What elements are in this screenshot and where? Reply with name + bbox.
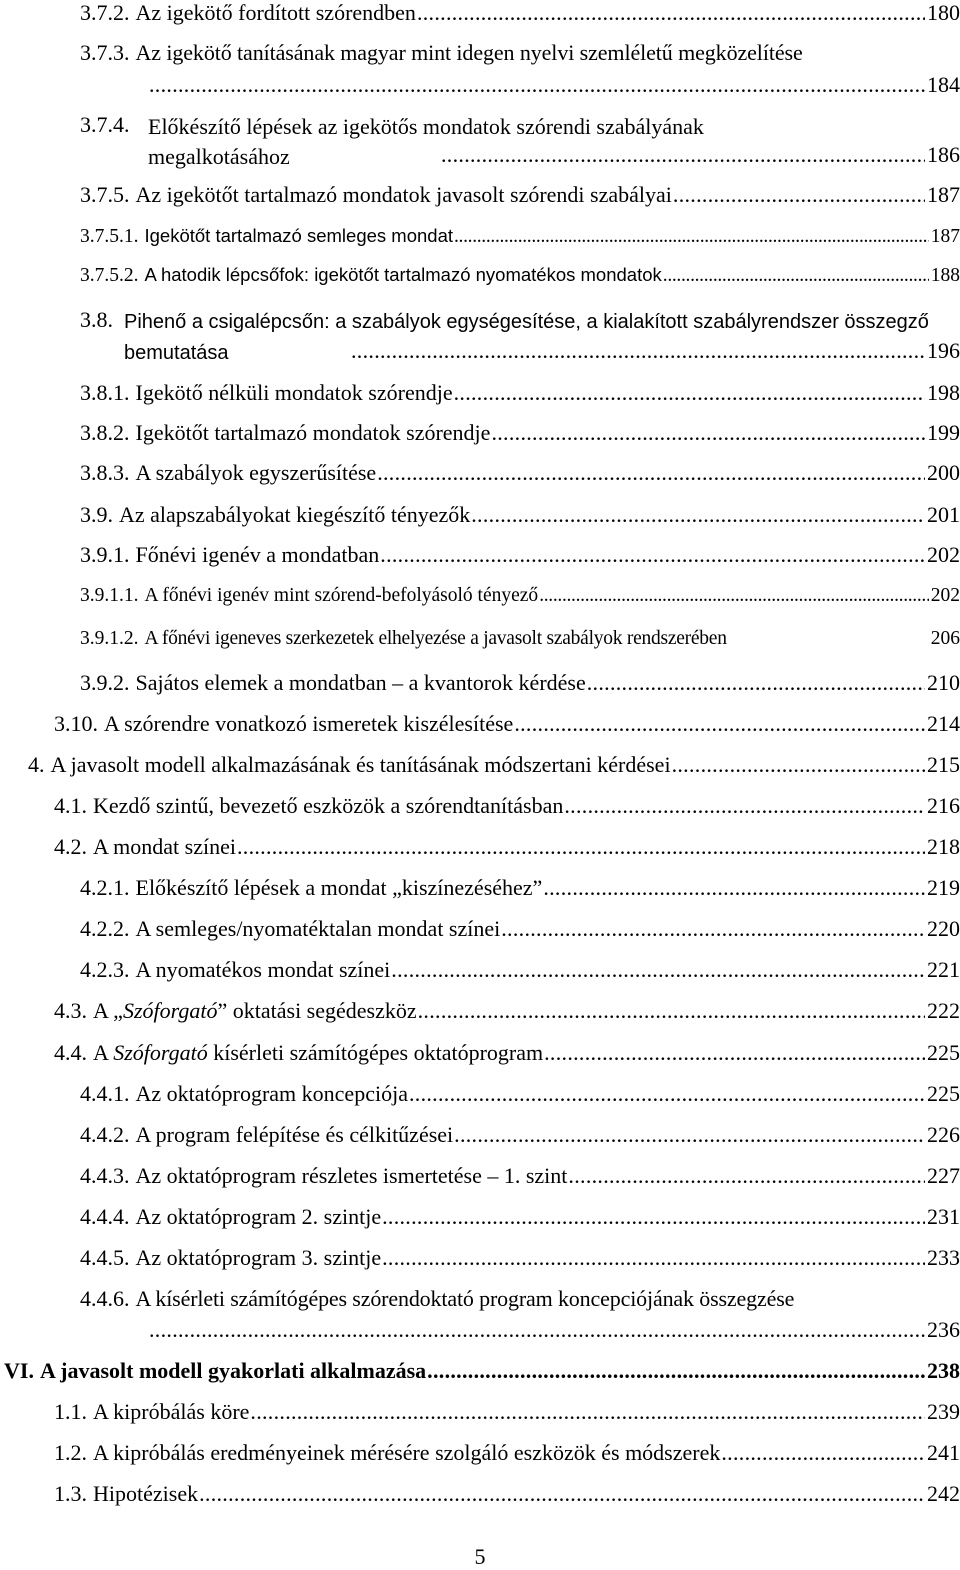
toc-title: A mondat színei	[93, 834, 236, 859]
toc-page-number: 239	[927, 1399, 960, 1424]
toc-title-part: A „	[93, 998, 123, 1023]
toc-page-number: 225	[927, 1081, 960, 1106]
leader-dots	[454, 224, 929, 249]
toc-number: 3.9.2.	[80, 670, 130, 695]
toc-title	[93, 998, 417, 1024]
toc-number: 3.9.1.1.	[80, 585, 139, 606]
leader-dots	[672, 752, 925, 778]
leader-dots	[237, 834, 925, 860]
toc-page-number: 199	[927, 420, 960, 445]
leader-dots	[544, 1040, 925, 1066]
leader-dots	[377, 460, 925, 486]
leader-dots	[382, 1204, 925, 1230]
leader-dots	[673, 182, 925, 208]
toc-title: Igekötő nélküli mondatok szórendje	[135, 380, 453, 405]
toc-number: 3.8.2.	[80, 420, 130, 445]
toc-number: 4.1.	[54, 793, 87, 818]
toc-number: 3.9.1.2.	[80, 628, 139, 649]
toc-number: 4.2.1.	[80, 875, 130, 900]
toc-page-number: 242	[927, 1481, 960, 1506]
toc-title-part: A	[93, 1040, 114, 1065]
leader-dots	[380, 542, 925, 568]
toc-page-number: 210	[927, 670, 960, 695]
leader-dots	[587, 670, 925, 696]
toc-title: Igekötőt tartalmazó mondatok szórendje	[135, 420, 491, 445]
toc-page-number: 238	[927, 1358, 960, 1383]
toc-page-number: 233	[927, 1245, 960, 1270]
toc-page-number: 201	[927, 502, 960, 527]
toc-title-emphasis: Szóforgató	[113, 1040, 208, 1065]
leader-dots	[539, 583, 929, 609]
leader-dots	[418, 998, 925, 1024]
toc-title: A program felépítése és célkitűzései	[135, 1122, 454, 1147]
toc-title: Előkészítő lépések az igekötős mondatok szórendi szabályának megalkotásához	[148, 114, 704, 169]
toc-page-number: 202	[930, 585, 960, 606]
toc-title: A kipróbálás eredményeinek mérésére szolgáló eszközök és módszerek	[93, 1440, 721, 1465]
toc-number: 3.7.5.	[80, 182, 130, 207]
leader-dots	[351, 338, 925, 364]
toc-page-number: 218	[927, 834, 960, 859]
toc-title	[93, 1040, 543, 1066]
toc-page-number: 200	[927, 460, 960, 485]
page-folio: 5	[474, 1544, 486, 1569]
toc-title: Pihenő a csigalépcsőn: a szabályok egységesítése, a kialakított szabályrendszer összegző bemutatása	[124, 311, 929, 364]
leader-dots	[491, 420, 925, 446]
toc-title-part: ” oktatási segédeszköz	[217, 998, 417, 1023]
leader-dots	[417, 0, 925, 26]
leader-dots	[564, 793, 925, 819]
toc-title: Hipotézisek	[93, 1481, 199, 1506]
toc-number: 3.9.	[80, 502, 113, 527]
toc-number: 4.4.5.	[80, 1245, 130, 1270]
toc-page-number: 214	[927, 711, 960, 736]
toc-title: Az igekötőt tartalmazó mondatok javasolt szórendi szabályai	[135, 182, 672, 207]
toc-page-number: 227	[927, 1163, 960, 1188]
toc-number: 3.7.4.	[80, 112, 130, 137]
toc-page-number: 231	[927, 1204, 960, 1229]
toc-title: Előkészítő lépések a mondat „kiszínezéséhez”	[135, 875, 543, 900]
leader-dots	[514, 711, 925, 737]
toc-number: VI.	[4, 1358, 34, 1383]
toc-page-number: 216	[927, 793, 960, 818]
leader-dots	[721, 1440, 925, 1466]
toc-page-number: 188	[930, 265, 960, 286]
toc-page-number: 187	[930, 226, 960, 247]
toc-title: A kísérleti számítógépes szórendoktató program koncepciójának összegzése	[135, 1286, 795, 1311]
leader-dots	[501, 916, 925, 942]
toc-page-number: 184	[927, 72, 960, 97]
toc-number: 3.8.1.	[80, 380, 130, 405]
toc-number: 3.8.3.	[80, 460, 130, 485]
toc-title: A javasolt modell alkalmazásának és tanításának módszertani kérdései	[50, 752, 671, 777]
toc-page-number: 180	[927, 0, 960, 25]
leader-dots	[149, 1317, 925, 1343]
leader-dots	[454, 1122, 925, 1148]
leader-dots	[663, 263, 929, 288]
leader-dots	[568, 1163, 925, 1189]
leader-dots	[250, 1399, 925, 1425]
toc-number: 4.4.3.	[80, 1163, 130, 1188]
toc-number: 3.10.	[54, 711, 98, 736]
toc-title: Sajátos elemek a mondatban – a kvantorok kérdése	[135, 670, 586, 695]
toc-page-number: 219	[927, 875, 960, 900]
toc-number: 3.7.5.1.	[80, 226, 139, 247]
toc-number: 1.2.	[54, 1440, 87, 1465]
toc-title: Az oktatóprogram részletes ismertetése – 1. szint	[135, 1163, 568, 1188]
toc-page-number: 236	[927, 1317, 960, 1342]
toc-page-number: 220	[927, 916, 960, 941]
toc-page-number: 196	[927, 338, 960, 363]
toc-number: 3.9.1.	[80, 542, 130, 567]
toc-number: 4.2.	[54, 834, 87, 859]
toc-number: 4.3.	[54, 998, 87, 1023]
toc-title: Igekötőt tartalmazó semleges mondat	[144, 225, 453, 246]
toc-number: 3.7.5.2.	[80, 265, 139, 286]
toc-title: Az igekötő tanításának magyar mint idegen nyelvi szemléletű megközelítése	[135, 40, 803, 65]
toc-number: 4.4.4.	[80, 1204, 130, 1229]
toc-title-emphasis: Szóforgató	[122, 998, 218, 1023]
toc-title: Főnévi igenév a mondatban	[135, 542, 380, 567]
toc-number: 4.	[28, 752, 45, 777]
toc-page-number: 198	[927, 380, 960, 405]
leader-dots	[382, 1245, 925, 1271]
leader-dots	[391, 957, 925, 983]
toc-title: A szórendre vonatkozó ismeretek kiszélesítése	[104, 711, 514, 736]
toc-title: A nyomatékos mondat színei	[135, 957, 391, 982]
toc-title: A kipróbálás köre	[93, 1399, 250, 1424]
toc-page-number: 225	[927, 1040, 960, 1065]
toc-page-number: 206	[930, 628, 960, 649]
leader-dots	[149, 72, 925, 98]
toc-page-number: 221	[927, 957, 960, 982]
toc-page-number: 215	[927, 752, 960, 777]
toc-title: A főnévi igeneves szerkezetek elhelyezése a javasolt szabályok rendszerében	[144, 628, 727, 649]
leader-dots	[427, 1358, 925, 1384]
toc-title: Az oktatóprogram 3. szintje	[135, 1245, 382, 1270]
toc-title: Kezdő szintű, bevezető eszközök a szórendtanításban	[93, 793, 564, 818]
toc-page-number: 187	[927, 182, 960, 207]
toc-number: 3.7.2.	[80, 0, 130, 25]
toc-page-number: 222	[927, 998, 960, 1023]
toc-page-number: 226	[927, 1122, 960, 1147]
toc-page-number: 202	[927, 542, 960, 567]
toc-number: 4.4.2.	[80, 1122, 130, 1147]
toc-title: A javasolt modell gyakorlati alkalmazása	[39, 1358, 427, 1383]
toc-number: 1.1.	[54, 1399, 87, 1424]
toc-page-number: 186	[927, 142, 960, 167]
toc-title: Az oktatóprogram 2. szintje	[135, 1204, 382, 1229]
toc-title-part: kísérleti számítógépes oktatóprogram	[207, 1040, 544, 1065]
leader-dots	[454, 380, 925, 406]
leader-dots	[441, 142, 925, 168]
toc-page-number: 241	[927, 1440, 960, 1465]
leader-dots	[199, 1481, 925, 1507]
toc-number: 3.8.	[80, 307, 113, 332]
leader-dots	[543, 875, 925, 901]
toc-number: 4.4.6.	[80, 1286, 130, 1311]
leader-dots	[471, 502, 925, 528]
toc-title: A szabályok egyszerűsítése	[135, 460, 377, 485]
toc-number: 4.4.	[54, 1040, 87, 1065]
leader-dots	[409, 1081, 925, 1107]
toc-number: 3.7.3.	[80, 40, 130, 65]
toc-title: Az oktatóprogram koncepciója	[135, 1081, 408, 1106]
toc-title: Az alapszabályokat kiegészítő tényezők	[119, 502, 471, 527]
toc-title: A főnévi igenév mint szórend-befolyásoló tényező	[144, 585, 539, 606]
toc-title: A semleges/nyomatéktalan mondat színei	[135, 916, 501, 941]
toc-title: A hatodik lépcsőfok: igekötőt tartalmazó nyomatékos mondatok	[144, 264, 662, 285]
toc-number: 4.2.2.	[80, 916, 130, 941]
toc-title: Az igekötő fordított szórendben	[135, 0, 416, 25]
toc-number: 4.4.1.	[80, 1081, 130, 1106]
toc-number: 1.3.	[54, 1481, 87, 1506]
toc-number: 4.2.3.	[80, 957, 130, 982]
